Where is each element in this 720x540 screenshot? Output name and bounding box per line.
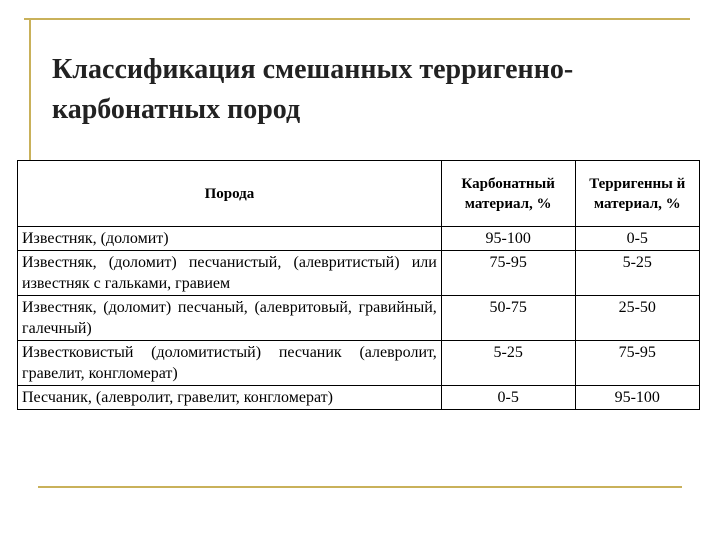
row-rock: Известняк, (доломит) песчаный, (алевритовый, гравийный, галечный) <box>18 296 442 341</box>
row-rock: Известняк, (доломит) песчанистый, (алевритистый) или известняк с гальками, гравием <box>18 251 442 296</box>
row-rock: Известковистый (доломитистый) песчаник (алевролит, гравелит, конгломерат) <box>18 341 442 386</box>
bottom-decor-line <box>38 486 682 488</box>
row-terrigenous: 0-5 <box>575 227 699 251</box>
table-row <box>18 386 700 410</box>
header-rock: Порода <box>18 161 442 227</box>
header-terrigenous: Терригенны й материал, % <box>575 161 699 227</box>
classification-table <box>17 160 700 410</box>
row-rock: Известняк, (доломит) <box>18 227 442 251</box>
table-row <box>18 227 700 251</box>
table-header-row <box>18 161 700 227</box>
slide-title: Классификация смешанных терригенно-карбонатных пород <box>52 54 574 125</box>
row-terrigenous: 25-50 <box>575 296 699 341</box>
row-carbonate: 0-5 <box>441 386 575 410</box>
row-carbonate: 50-75 <box>441 296 575 341</box>
header-carbonate: Карбонатный материал, % <box>441 161 575 227</box>
left-decor-line <box>29 18 31 160</box>
row-terrigenous: 95-100 <box>575 386 699 410</box>
row-terrigenous: 5-25 <box>575 251 699 296</box>
table-row <box>18 296 700 341</box>
row-carbonate: 5-25 <box>441 341 575 386</box>
table-row <box>18 341 700 386</box>
top-decor-line <box>24 18 690 20</box>
table-row <box>18 251 700 296</box>
row-terrigenous: 75-95 <box>575 341 699 386</box>
row-carbonate: 95-100 <box>441 227 575 251</box>
row-carbonate: 75-95 <box>441 251 575 296</box>
row-rock: Песчаник, (алевролит, гравелит, конгломерат) <box>18 386 442 410</box>
